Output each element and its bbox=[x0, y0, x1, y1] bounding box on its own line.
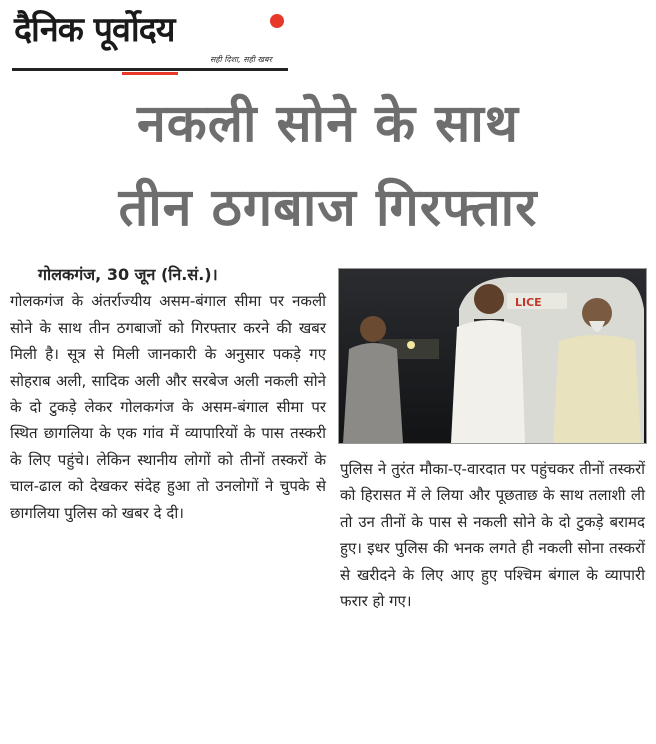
article-body-part-1: गोलकगंज के अंतर्राज्यीय असम-बंगाल सीमा पर नकली सोने के साथ तीन ठगबाजों को गिरफ्तार करने की खबर मिली है। सूत्र से मिली जानकारी के अनुसार पकड़े गए सोहराब अली, सादिक अली और सरबेज अली नकली सोने के दो टुकड़े लेकर गोलकगंज के असम-बंगाल सीमा पर स्थित छागलिया के एक गांव में व्यापारियों के पास तस्करी के लिए पहुंचे। लेकिन स्थानीय लोगों को तीनों तस्करों के चाल-ढाल को देखकर संदेह हुआ तो उनलोगों ने चुपके से छागलिया पुलिस को खबर दे दी। bbox=[10, 292, 326, 522]
dateline: गोलकगंज, 30 जून (नि.सं.)। bbox=[38, 265, 218, 284]
newspaper-tagline: सही दिशा, सही खबर bbox=[210, 55, 272, 64]
vehicle-sign-text: LICE bbox=[515, 296, 542, 309]
headline-line-2: तीन ठगबाज गिरफ्तार bbox=[118, 178, 538, 238]
news-photo bbox=[338, 268, 647, 444]
masthead-accent-bar bbox=[122, 72, 178, 75]
logo-dot-icon bbox=[270, 14, 284, 28]
headline bbox=[0, 82, 656, 250]
person-middle-head bbox=[474, 284, 504, 314]
article-body-part-2: पुलिस ने तुरंत मौका-ए-वारदात पर पहुंचकर तीनों तस्करों को हिरासत में ले लिया और पूछताछ के साथ तलाशी ली तो उन तीनों के पास से नकली सोने के दो टुकड़े बरामद हुए। इधर पुलिस की भनक लगते ही नकली सोना तस्करों से खरीदने के लिए आए हुए पश्चिम बंगाल के व्यापारी फरार हो गए। bbox=[340, 460, 645, 611]
person-left-body bbox=[343, 343, 403, 443]
photo-illustration bbox=[339, 269, 646, 443]
masthead-rule bbox=[12, 68, 288, 71]
headline-line-1: नकली सोने के साथ bbox=[136, 94, 520, 154]
person-left-head bbox=[360, 316, 386, 342]
person-right-body bbox=[553, 335, 641, 443]
masthead bbox=[12, 6, 288, 74]
article-column-right bbox=[340, 456, 645, 614]
street-light bbox=[407, 341, 415, 349]
article-column-left bbox=[10, 262, 326, 526]
person-middle-body bbox=[451, 320, 525, 443]
newspaper-title: दैनिक पूर्वोदय bbox=[14, 10, 175, 50]
